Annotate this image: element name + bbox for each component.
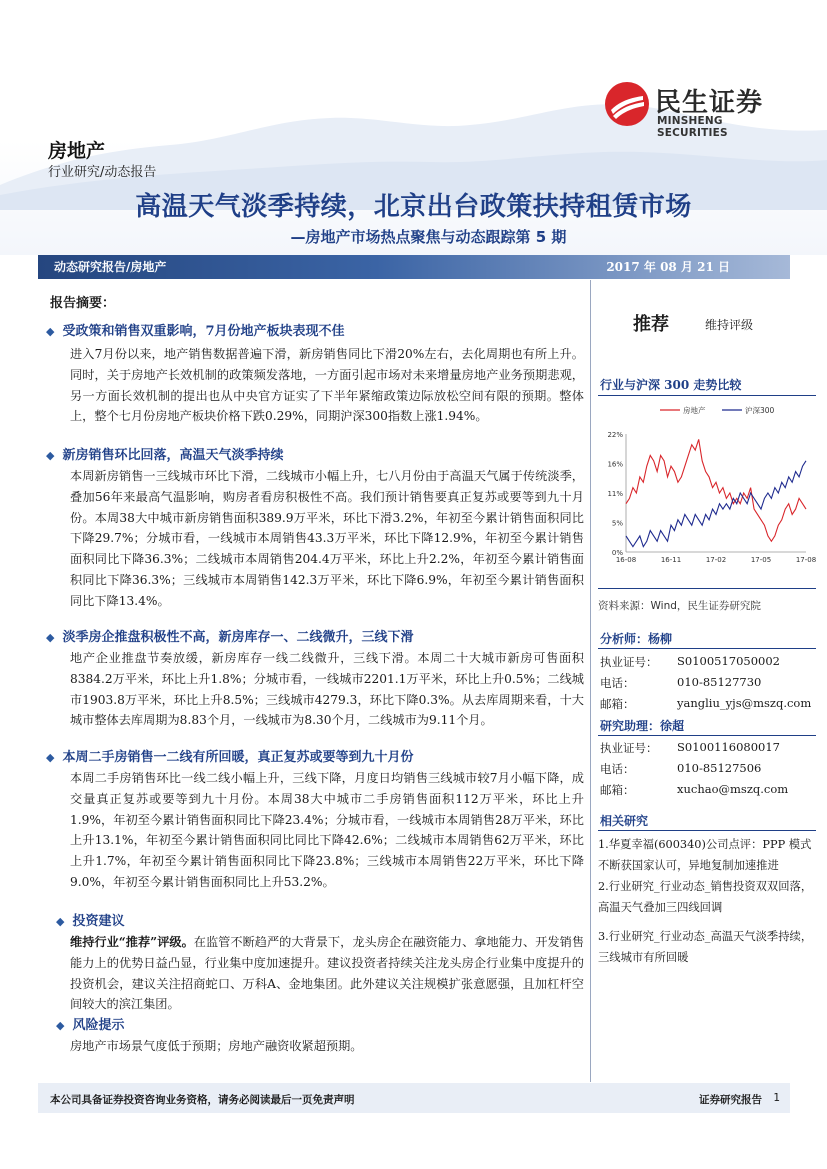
report-title: 高温天气淡季持续，北京出台政策扶持租赁市场 [135,192,692,222]
logo-mark-icon [603,80,651,128]
assistant-phone-label: 电话： [600,762,635,776]
diamond-bullet-icon: ◆ [56,1019,65,1032]
risk-body: 房地产市场景气度低于预期；房地产融资收紧超预期。 [70,1039,363,1053]
section-body: 本周二手房销售环比一线二线小幅上升，三线下降，月度日均销售三线城市较7月小幅下降，成交量真正复苏或要等到九十月份。本周38大中城市二手房销售面积112万平米，环比上升1.9%，年初至今累计销售面积同比下降23.4%；分城市看，一线城市本周销售28万平米，环比上升13.1%，年初至今累计销售面积同比同比下降42.6%；二线城市本周销售62万平米，环比上升1.7%，年初至今累计销售面积同比下降23.8%；三线城市本周销售22万平米，环比下降9.0%，年初至今累计销售面积同比上升53.2%。 [70,771,584,889]
analyst-phone-label: 电话： [600,676,635,690]
assistant-title: 研究助理：徐超 [600,719,685,733]
section-heading: ◆ 新房销售环比回落，高温天气淡季持续 [46,448,284,463]
diamond-bullet-icon: ◆ [46,631,55,644]
band-date: 2017 年 08 月 21 日 [606,260,730,274]
y-tick-label: 0% [611,549,623,557]
report-header [0,0,827,255]
x-tick-label: 17-02 [705,556,727,564]
analyst-phone-value: 010-85127730 [677,675,762,689]
section-heading: ◆ 淡季房企推盘积极性不高，新房库存一、二线微升，三线下滑 [46,630,414,645]
column-divider [590,280,591,1082]
diamond-bullet-icon: ◆ [56,915,65,928]
logo-en-text: MINSHENG SECURITIES [657,115,728,139]
chart-source: 资料来源：Wind，民生证券研究院 [598,600,761,612]
chart-title-rule [598,395,816,396]
invest-lead: 维持行业“推荐”评级。 [70,935,194,949]
risk-heading: ◆ 风险提示 [56,1018,125,1033]
section-heading: ◆ 本周二手房销售一二线有所回暖，真正复苏或要等到九十月份 [46,750,414,765]
related-item[interactable]: 3.行业研究_行业动态_高温天气淡季持续，三线城市有所回暖 [598,930,813,964]
rating-value: 推荐 [633,314,669,335]
analyst-rule [598,648,816,649]
logo-cn-text: 民生证券 [655,88,764,118]
x-tick-label: 16-08 [615,556,637,564]
rating-note: 维持评级 [705,318,754,332]
legend-label: 房地产 [683,406,706,415]
analyst-cert-value: S0100517050002 [677,654,780,668]
x-tick-label: 17-08 [795,556,816,564]
page-footer [38,1083,790,1113]
invest-body [70,932,584,1015]
band-category: 动态研究报告/房地产 [54,260,167,274]
footer-label: 证券研究报告 [699,1094,762,1106]
diamond-bullet-icon: ◆ [46,751,55,764]
page-number: 1 [773,1092,780,1104]
assistant-rule [598,735,816,736]
analyst-cert-label: 执业证号： [600,655,658,669]
assistant-email-label: 邮箱： [600,783,635,797]
y-tick-label: 16% [607,460,623,469]
y-tick-label: 5% [611,519,623,528]
abstract-label: 报告摘要： [50,296,116,311]
analyst-email-label: 邮箱： [600,697,635,711]
chart-title: 行业与沪深 300 走势比较 [600,378,742,392]
related-item[interactable]: 2.行业研究_行业动态_销售投资双双回落，高温天气叠加三四线回调 [598,880,813,914]
section-body: 地产企业推盘节奏放缓，新房库存一线二线微升，三线下滑。本周二十大城市新房可售面积8384.2万平米，环比上升1.8%；分城市看，一线城市2201.1万平米，环比上升0.5%；二线城市1903.8万平米，环比上升8.5%；三线城市4279.3，环比下降0.3%。从去库周期来看，十大城市整体去库周期为8.83个月，一线城市为8.30个月，二线城市为9.11个月。 [70,651,584,728]
assistant-phone-value: 010-85127506 [677,761,762,775]
section-heading: ◆ 受政策和销售双重影响，7月份地产板块表现不佳 [46,324,345,339]
section-body: 进入7月份以来，地产销售数据普遍下滑，新房销售同比下滑20%左右，去化周期也有所上升。同时，关于房地产长效机制的政策频发落地，一方面引起市场对未来增量房地产业务预期悲观，另一方面长效机制的提出也从中央官方证实了下半年紧缩政策边际放松空间有限的预期。整体上，整个七月份房地产板块价格下跌0.29%，同期沪深300指数上涨1.94%。 [70,347,584,424]
footer-disclaimer: 本公司具备证券投资咨询业务资格，请务必阅读最后一页免责声明 [50,1094,355,1106]
analyst-title: 分析师：杨柳 [600,632,673,646]
x-tick-label: 16-11 [660,556,682,564]
section-body: 本周新房销售一三线城市环比下滑，二线城市小幅上升，七八月份由于高温天气属于传统淡季，叠加56年来最高气温影响，购房者看房积极性不高。我们预计销售要真正复苏或要等到九十月份。本周38大中城市新房销售面积389.9万平米，环比下滑3.2%，年初至今累计销售面积同比下降29.7%；分城市看，一线城市本周销售43.3万平米，环比下降12.9%，年初至今累计销售面积同比下降36.3%；二线城市本周销售204.4万平米，环比上升2.2%，年初至今累计销售面积同比下降36.3%；三线城市本周销售142.3万平米，环比下降6.9%，年初至今累计销售面积同比下降13.4%。 [70,469,584,608]
analyst-email-value[interactable]: yangliu_yjs@mszq.com [677,696,812,710]
invest-text: 在监管不断趋严的大背景下，龙头房企在融资能力、拿地能力、开发销售能力上的优势日益凸显，行业集中度加速提升。建议投资者持续关注龙头房企行业集中度提升的投资机会，建议关注招商蛇口、万科A、金地集团。此外建议关注规模扩张意愿强，且加杠杆空间较大的滨江集团。 [70,935,585,1012]
assistant-cert-label: 执业证号： [600,741,658,755]
company-logo [603,80,793,139]
diamond-bullet-icon: ◆ [46,449,55,462]
report-band [38,255,790,279]
related-item[interactable]: 1.华夏幸福(600340)公司点评：PPP 模式不断获国家认可，异地复制加速推进 [598,838,812,872]
invest-heading: ◆ 投资建议 [56,914,125,929]
chart-bottom-rule [598,588,816,589]
y-tick-label: 11% [607,490,623,498]
y-tick-label: 22% [607,431,623,439]
report-type: 行业研究/动态报告 [48,165,157,180]
related-title: 相关研究 [600,814,649,828]
trend-chart [598,398,816,573]
related-rule [598,830,816,831]
assistant-email-value[interactable]: xuchao@mszq.com [677,782,789,796]
report-subtitle: —房地产市场热点聚焦与动态跟踪第 5 期 [290,228,567,246]
series-line-2 [626,461,806,547]
x-tick-label: 17-05 [750,556,772,564]
legend-label: 沪深300 [745,406,775,415]
assistant-cert-value: S0100116080017 [677,740,780,754]
sector-label: 房地产 [48,140,106,162]
diamond-bullet-icon: ◆ [46,325,55,338]
